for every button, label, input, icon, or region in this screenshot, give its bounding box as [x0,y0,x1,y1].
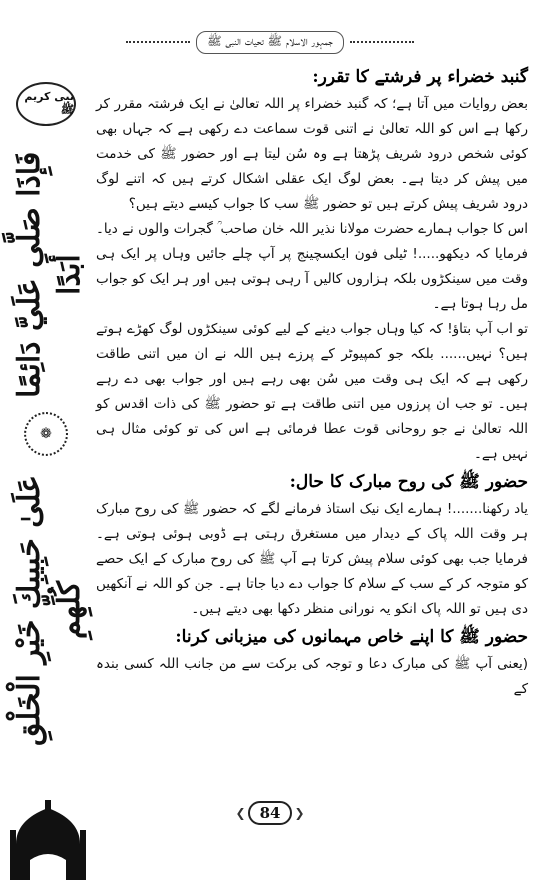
mosque-dome-icon [10,800,86,880]
paragraph: (یعنی آپ ﷺ کی مبارک دعا و توجہ کی برکت سے من جانب اللہ کسی بندہ کے [96,656,528,697]
page-number-ornament-left: ❮ [235,806,246,820]
paragraph: اس کا جواب ہمارے حضرت مولانا نذیر اللہ خان صاحب ؒ گجرات والوں نے دیا۔ فرمایا کہ دیکھو.....! ٹیلی فون ایکسچینج پر آپ چلے جائیں وہاں پر ایک ہی وقت میں سینکڑوں بلکہ ہزاروں کالیں آ رہی ہوتی ہیں اور ہر ایک کو جواب مل رہا ہوتا ہے۔ [96,221,528,312]
paragraph: بعض روایات میں آتا ہے؛ کہ گنبد خضراء پر اللہ تعالیٰ نے ایک فرشتہ مقرر کر رکھا ہے اس کو اللہ تعالیٰ نے اتنی قوت سماعت دے رکھی ہے کہ جہاں بھی کوئی شخص درود شریف پڑھتا ہے وہ سُن لیتا ہے اور حضور ﷺ کی خدمت میں پیش کر دیتا ہے۔ بعض لوگ ایک عقلی اشکال کرتے ہیں کہ اتنے لوگ درود شریف پیش کرتے ہیں تو حضور ﷺ سب کا جواب کیسے دیتے ہیں؟ [96,96,528,212]
section-heading: حضور ﷺ کی روح مبارک کا حال: [289,472,528,492]
section-heading: گنبد خضراء پر فرشتے کا تقرر: [312,67,528,87]
running-header [120,28,420,56]
article-body [96,62,528,800]
side-calligraphy-lower: عَلَىٰ حَبِيبِكَ خَيْرِ الْخَلْقِ كُلِّهِمِ [12,474,87,746]
calligraphy-medallion-middle: ❁ [24,412,68,456]
paragraph: تو اب آپ بتاؤ! کہ کیا وہاں جواب دینے کے لیے کوئی سینکڑوں لوگ کھڑے ہوتے ہیں؟ نہیں...... بلکہ جو کمپیوٹر کے پرزے ہیں اللہ نے ان میں اتنی طاقت رکھی ہے کہ ایک ہی وقت میں سُن بھی رہے ہیں اور جواب بھی دے رہے ہیں۔ تو جب ان پرزوں میں اتنی طاقت ہے تو حضور ﷺ کی ذات اقدس کو اللہ تعالیٰ نے جو روحانی قوت عطا فرمائی ہے اس کی تو کوئی مثال ہی نہیں ہے۔ [96,321,528,462]
paragraph: یاد رکھنا.......! ہمارے ایک نیک استاذ فرمانے لگے کہ حضور ﷺ کی روح مبارک ہر وقت اللہ پاک کے دیدار میں مستغرق رہتی ہے ڈوبی ہوئی ہوتی ہے۔ فرمایا جب بھی کوئی سلام پیش کرتا ہے آپ ﷺ کی روح مبارک کے ایک حصے کو متوجہ کر کے سب کے سلام کا جواب دے دیا جاتا ہے۔ جن کو اللہ نے آنکھیں دی ہیں تو اللہ پاک انکو یہ نورانی منظر دکھا بھی دیتے ہیں۔ [96,501,528,617]
page-number-ornament-right: ❯ [294,806,305,820]
page-number [235,800,305,826]
header-ornament-right [350,41,414,43]
calligraphy-medallion-top: نبی کریم ﷺ [16,82,76,126]
page-number-label: 84 [248,801,293,825]
section-heading: حضور ﷺ کا اپنے خاص مہمانوں کی میزبانی کرنا: [175,627,528,647]
header-title: جمہور الاسلام ﷺ تحیات النبی ﷺ [196,31,344,54]
side-calligraphy-upper: فَإِذَا صَلَّى عَلَيَّ دَائِمًا أَبَدًا [12,151,87,399]
side-calligraphy-panel [6,80,87,800]
header-ornament-left [126,41,190,43]
